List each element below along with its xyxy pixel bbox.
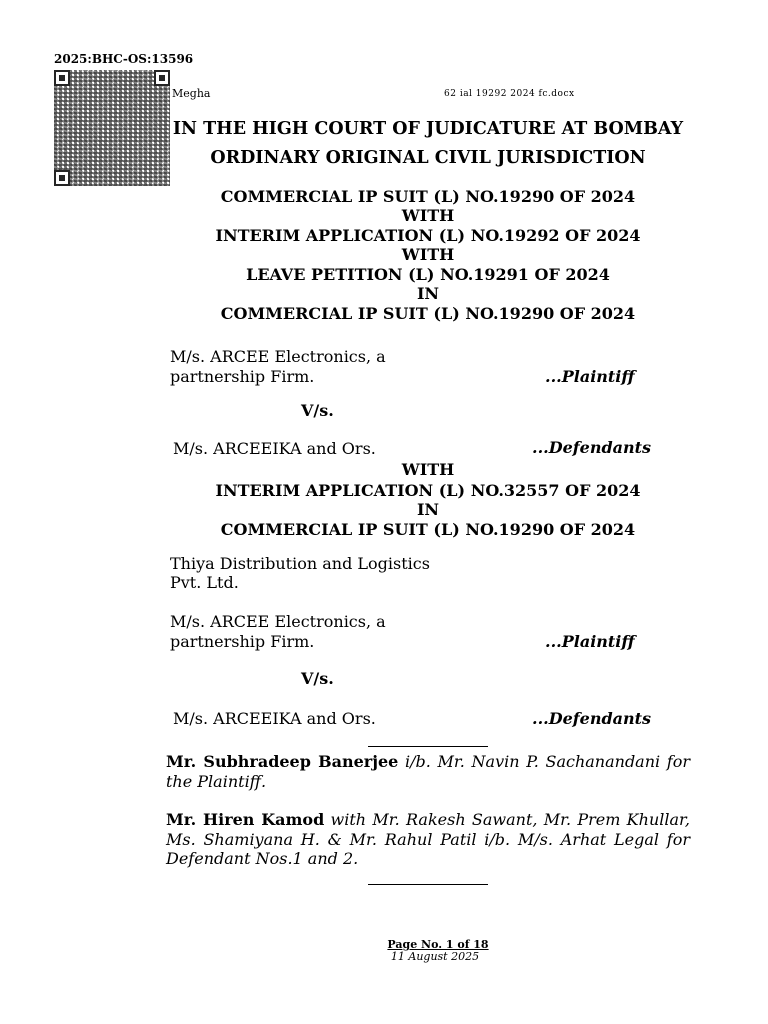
plaintiff-name-line1: M/s. ARCEE Electronics, a [170,612,386,631]
file-name: 62 ial 19292 2024 fc.docx [444,89,575,99]
plaintiff-name-line2: partnership Firm. [170,632,315,651]
plaintiff-role: ...Plaintiff [545,367,635,386]
neutral-citation: 2025:BHC-OS:13596 [54,52,194,66]
separator-line [368,884,488,885]
footer-date: 11 August 2025 [390,950,480,963]
defendant-name: M/s. ARCEEIKA and Ors. [173,439,376,458]
defendant-name: M/s. ARCEEIKA and Ors. [173,709,376,728]
defendant-appearance [166,810,690,869]
court-title: IN THE HIGH COURT OF JUDICATURE AT BOMBAY [172,119,684,139]
case-heading-line: COMMERCIAL IP SUIT (L) NO.19290 OF 2024 [220,187,636,206]
plaintiff-counsel-details: i/b. Mr. Navin P. Sachanandani for the Plaintiff. [166,752,691,791]
defendant-role: ...Defendants [532,709,652,728]
plaintiff-counsel-name: Mr. Subhradeep Banerjee [166,752,399,771]
case-heading-line: COMMERCIAL IP SUIT (L) NO.19290 OF 2024 [220,520,636,539]
case-heading-line: WITH [401,245,455,264]
separator-line [368,746,488,747]
plaintiff-name-line2: partnership Firm. [170,367,315,386]
case-heading-line: COMMERCIAL IP SUIT (L) NO.19290 OF 2024 [220,304,636,323]
case-heading-line: WITH [401,460,455,479]
defendant-role: ...Defendants [532,438,652,457]
jurisdiction-title: ORDINARY ORIGINAL CIVIL JURISDICTION [210,148,646,168]
case-heading-line: INTERIM APPLICATION (L) NO.19292 OF 2024 [215,226,641,245]
case-heading-line: IN [416,284,440,303]
plaintiff-role: ...Plaintiff [545,632,635,651]
case-heading-line: LEAVE PETITION (L) NO.19291 OF 2024 [246,265,610,284]
applicant-name-line2: Pvt. Ltd. [170,573,239,592]
page-number: Page No. 1 of 18 [387,938,489,951]
case-heading-line: IN [416,500,440,519]
defendant-counsel-name: Mr. Hiren Kamod [166,810,325,829]
plaintiff-appearance [166,752,690,791]
applicant-name-line1: Thiya Distribution and Logistics [170,554,430,573]
plaintiff-name-line1: M/s. ARCEE Electronics, a [170,347,386,366]
case-heading-line: WITH [401,206,455,225]
signer-name: Megha [172,87,211,100]
case-heading-line: INTERIM APPLICATION (L) NO.32557 OF 2024 [215,481,641,500]
defendant-counsel-details: with Mr. Rakesh Sawant, Mr. Prem Khullar, Ms. Shamiyana H. & Mr. Rahul Patil i/b. M/s. Arhat Legal for Defendant Nos.1 and 2. [166,810,690,868]
versus: V/s. [301,401,334,420]
versus: V/s. [301,669,334,688]
